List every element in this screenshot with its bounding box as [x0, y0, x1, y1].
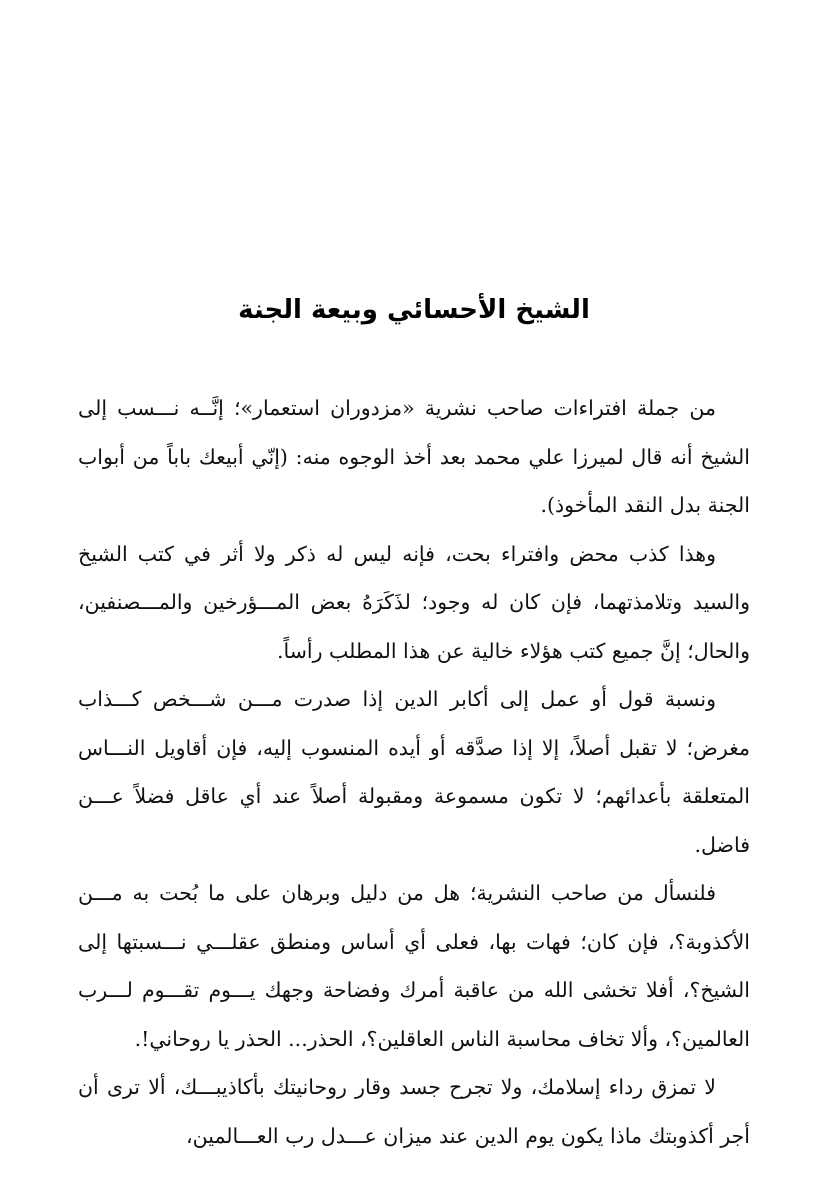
paragraph: من جملة افتراءات صاحب نشرية «مزدوران استعمار»؛ إنَّــه نـــسب إلى الشيخ أنه قال لميرزا علي محمد بعد أخذ الوجوه منه: (إنّي أبيعك باباً من أبواب الجنة بدل النقد المأخوذ).: [78, 396, 750, 517]
body-text: [78, 384, 750, 1160]
paragraph: فلنسأل من صاحب النشرية؛ هل من دليل وبرهان على ما بُحت به مـــن الأكذوبة؟، فإن كان؛ فهات بها، فعلى أي أساس ومنطق عقلـــي نـــسبتها إلى الشيخ؟، أفلا تخشى الله من عاقبة أمرك وفضاحة وجهك يـــوم تقـــوم لـــرب العالمين؟، وألا تخاف محاسبة الناس العاقلين؟، الحذر... الحذر يا روحاني!.: [78, 881, 750, 1051]
paragraph: ونسبة قول أو عمل إلى أكابر الدين إذا صدرت مـــن شـــخص كـــذاب مغرض؛ لا تقبل أصلاً، إلا إذا صدَّقه أو أيده المنسوب إليه، فإن أقاويل النـــاس المتعلقة بأعدائهم؛ لا تكون مسموعة ومقبولة أصلاً عند أي عاقل فضلاً عـــن فاضل.: [78, 687, 750, 857]
paragraph: لا تمزق رداء إسلامك، ولا تجرح جسد وقار روحانيتك بأكاذيبـــك، ألا ترى أن أجر أكذوبتك ماذا يكون يوم الدين عند ميزان عـــدل رب العـــالمين،: [78, 1075, 750, 1148]
chapter-title: الشيخ الأحسائي وبيعة الجنة: [238, 295, 590, 325]
paragraph: وهذا كذب محض وافتراء بحت، فإنه ليس له ذكر ولا أثر في كتب الشيخ والسيد وتلامذتهما، فإن كان له وجود؛ لذَكَرَهُ بعض المـــؤرخين والمـــصنفين، والحال؛ إنَّ جميع كتب هؤلاء خالية عن هذا المطلب رأساً.: [78, 541, 750, 663]
